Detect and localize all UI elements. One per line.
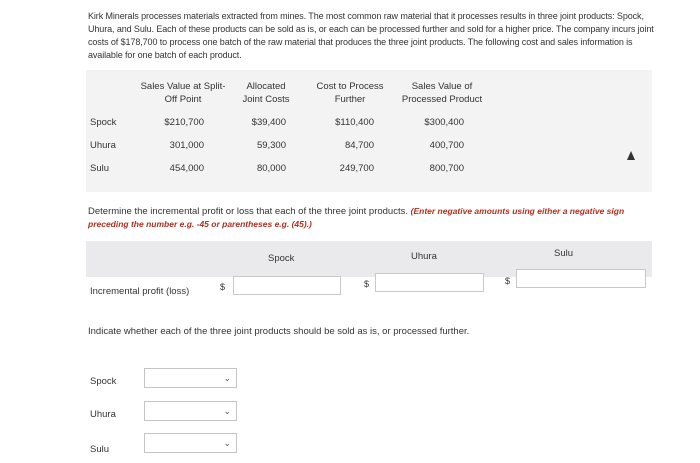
row-label-sulu: Sulu — [90, 163, 110, 174]
currency-symbol: $ — [505, 276, 511, 286]
instruction-text — [88, 205, 648, 231]
col-head-uhura: Uhura — [411, 251, 437, 262]
cell-spock-split: $210,700 — [164, 117, 204, 128]
select-label-uhura: Uhura — [90, 409, 116, 420]
cell-uhura-further: 84,700 — [344, 140, 374, 151]
instruction-main: Determine the incremental profit or loss that each of the three joint products. — [88, 206, 408, 217]
header-split-off: Sales Value at Split-Off Point — [140, 81, 226, 105]
spock-decision-select[interactable] — [144, 368, 237, 388]
select-label-spock: Spock — [90, 376, 117, 387]
spock-profit-input[interactable] — [233, 276, 341, 295]
header-cost-further: Cost to Process Further — [316, 81, 384, 105]
mouse-cursor-icon — [627, 151, 635, 160]
cell-sulu-joint: 80,000 — [256, 163, 286, 174]
header-allocated: Allocated Joint Costs — [242, 81, 290, 105]
sulu-profit-input[interactable] — [516, 269, 646, 288]
cell-uhura-processed: 400,700 — [429, 140, 464, 151]
header-processed: Sales Value of Processed Product — [401, 81, 483, 105]
currency-symbol: $ — [364, 279, 370, 289]
cell-sulu-processed: 800,700 — [429, 163, 464, 174]
row-label-spock: Spock — [90, 117, 117, 128]
question-two: Indicate whether each of the three joint products should be sold as is, or processed further. — [88, 326, 470, 337]
row-label-uhura: Uhura — [90, 140, 116, 151]
col-head-sulu: Sulu — [554, 248, 574, 259]
uhura-decision-select[interactable] — [144, 401, 237, 421]
sulu-decision-select[interactable] — [144, 433, 237, 453]
cell-uhura-split: 301,000 — [169, 140, 204, 151]
cell-spock-further: $110,400 — [335, 117, 374, 128]
select-label-sulu: Sulu — [90, 444, 110, 455]
cell-spock-processed: $300,400 — [424, 117, 464, 128]
incremental-row-label: Incremental profit (loss) — [90, 286, 190, 297]
cell-sulu-split: 454,000 — [169, 163, 204, 174]
chevron-down-icon: ⌄ — [223, 438, 231, 448]
instruction-hint: (Enter negative amounts using either a negative sign preceding the number e.g. -45 or parentheses e.g. (45).) — [88, 206, 625, 229]
uhura-profit-input[interactable] — [375, 273, 484, 292]
chevron-down-icon: ⌄ — [223, 406, 231, 416]
col-head-spock: Spock — [268, 253, 295, 264]
currency-symbol: $ — [220, 282, 226, 292]
chevron-down-icon: ⌄ — [223, 373, 231, 383]
problem-intro: Kirk Minerals processes materials extracted from mines. The most common raw material that it processes results in three joint products: Spock, Uhura, and Sulu. Each of these products can be sold as is, or each can be processed further and sold for a higher price. The company incurs joint costs of $178,700 to process one batch of the raw material that produces the three joint products. The following cost and sales information is available for one batch of each product. — [88, 11, 654, 60]
cell-uhura-joint: 59,300 — [256, 140, 286, 151]
cell-sulu-further: 249,700 — [339, 163, 374, 174]
cell-spock-joint: $39,400 — [251, 117, 286, 128]
